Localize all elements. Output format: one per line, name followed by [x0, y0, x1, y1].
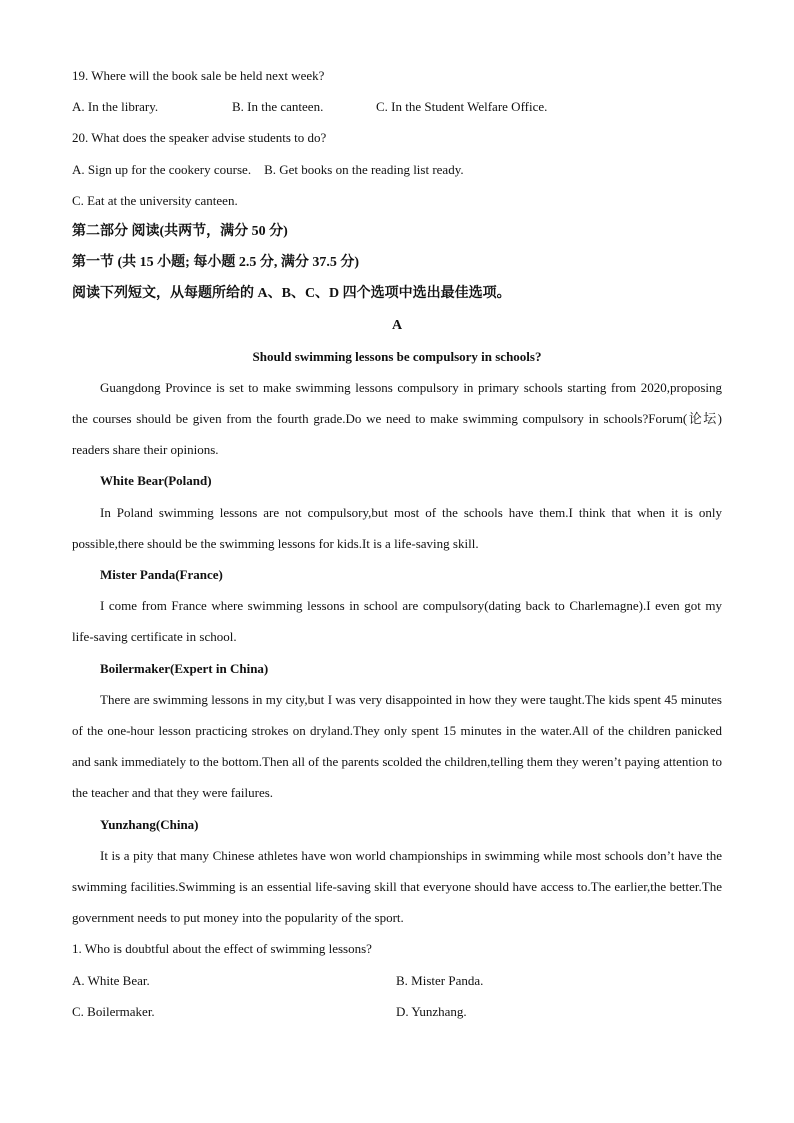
q1-options-row-1 — [72, 965, 722, 996]
section-subtitle: 第一节 (共 15 小题; 每小题 2.5 分, 满分 37.5 分) — [72, 255, 359, 271]
q1-option-c: C. Boilermaker. — [72, 1003, 155, 1019]
q20-question: 20. What does the speaker advise students to do? — [72, 130, 327, 146]
q1-question: 1. Who is doubtful about the effect of swimming lessons? — [72, 941, 372, 957]
part-title: 第二部分 阅读(共两节，满分 50 分) — [72, 223, 288, 239]
opinion-name-boilermaker: Boilermaker(Expert in China) — [100, 660, 269, 676]
opinion-name-yunzhang: Yunzhang(China) — [100, 816, 199, 832]
q1-option-d: D. Yunzhang. — [396, 1003, 467, 1019]
q20-options-ab — [72, 154, 722, 185]
passage-letter: A — [391, 317, 403, 333]
q19-option-a: A. In the library. — [72, 99, 159, 115]
q1-option-a: A. White Bear. — [72, 972, 150, 988]
opinion-name-white-bear: White Bear(Poland) — [100, 473, 212, 489]
exam-page — [72, 60, 722, 1027]
opinion-text-white-bear: In Poland swimming lessons are not compulsory,but most of the schools have them.I think that when it is only possible,there should be the swimming lessons for kids.It is a life-saving skill. — [72, 504, 722, 551]
q19-option-c: C. In the Student Welfare Office. — [376, 99, 548, 115]
q1-option-b: B. Mister Panda. — [396, 972, 484, 988]
q19-option-b: B. In the canteen. — [232, 99, 324, 115]
opinion-text-boilermaker: There are swimming lessons in my city,but I was very disappointed in how they were taught.The kids spent 45 minutes of the one-hour lesson practicing strokes on dryland.They only spent 15 minutes in the water.All of the children panicked and sank immediately to the bottom.Then all of the parents scolded the children,telling them they weren’t paying attention to the teacher and that they were failures. — [72, 691, 722, 801]
section-instruction: 阅读下列短文，从每题所给的 A、B、C、D 四个选项中选出最佳选项。 — [72, 286, 511, 302]
q20-option-c: C. Eat at the university canteen. — [72, 192, 238, 208]
opinion-text-yunzhang: It is a pity that many Chinese athletes have won world championships in swimming while most schools don’t have the swimming facilities.Swimming is an essential life-saving skill that everyone should have access to.The earlier,the better.The government needs to put money into the popularity of the sport. — [72, 847, 722, 926]
q20-option-a: A. Sign up for the cookery course. — [72, 161, 252, 177]
opinion-name-mister-panda: Mister Panda(France) — [100, 567, 223, 583]
opinion-text-mister-panda: I come from France where swimming lessons in school are compulsory(dating back to Charlemagne).I even got my life-saving certificate in school. — [72, 598, 722, 645]
q19-options — [72, 91, 722, 122]
q1-options-row-2 — [72, 996, 722, 1027]
q19-question: 19. Where will the book sale be held next week? — [72, 68, 325, 83]
q20-option-b: B. Get books on the reading list ready. — [264, 161, 464, 177]
passage-intro: Guangdong Province is set to make swimming lessons compulsory in primary schools starting from 2020,proposing the courses should be given from the fourth grade.Do we need to make swimming compulsory in schools?Forum(论坛) readers share their opinions. — [72, 379, 722, 458]
passage-title: Should swimming lessons be compulsory in schools? — [252, 348, 542, 364]
